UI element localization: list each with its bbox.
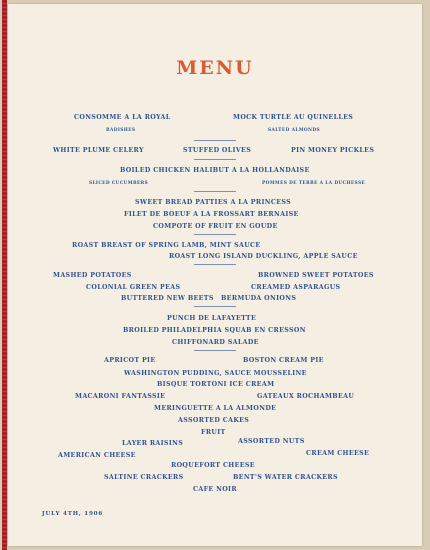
menu-item-radishes: RADISHES bbox=[106, 128, 136, 133]
menu-item-cakes: ASSORTED CAKES bbox=[178, 417, 250, 424]
menu-item-washington: WASHINGTON PUDDING, SAUCE MOUSSELINE bbox=[124, 370, 307, 377]
menu-item-sweetbread: SWEET BREAD PATTIES A LA PRINCESS bbox=[135, 199, 292, 206]
menu-item-mock-turtle: MOCK TURTLE AU QUINELLES bbox=[233, 114, 354, 121]
menu-date: JULY 4TH, 1906 bbox=[42, 511, 104, 517]
menu-item-peas: COLONIAL GREEN PEAS bbox=[86, 284, 181, 291]
menu-title: MENU bbox=[176, 57, 254, 79]
menu-item-beets: BUTTERED NEW BEETS bbox=[121, 295, 214, 302]
divider bbox=[194, 264, 236, 265]
menu-item-onions: BERMUDA ONIONS bbox=[221, 295, 297, 302]
menu-item-olives: STUFFED OLIVES bbox=[183, 147, 252, 154]
menu-item-pommes: POMMES DE TERRE A LA DUCHESSE bbox=[262, 181, 366, 186]
menu-item-american: AMERICAN CHEESE bbox=[58, 452, 136, 459]
menu-item-boston: BOSTON CREAM PIE bbox=[243, 357, 324, 364]
menu-item-salade: CHIFFONARD SALADE bbox=[172, 339, 259, 346]
menu-item-roquefort: ROQUEFORT CHEESE bbox=[171, 462, 255, 469]
divider bbox=[194, 306, 236, 307]
menu-item-duckling: ROAST LONG ISLAND DUCKLING, APPLE SAUCE bbox=[169, 253, 358, 260]
menu-item-halibut: BOILED CHICKEN HALIBUT A LA HOLLANDAISE bbox=[120, 167, 310, 174]
menu-item-punch: PUNCH DE LAFAYETTE bbox=[167, 315, 257, 322]
divider bbox=[194, 159, 236, 160]
menu-item-apricot: APRICOT PIE bbox=[104, 357, 156, 364]
menu-item-filet: FILET DE BOEUF A LA FROSSART BERNAISE bbox=[124, 211, 299, 218]
menu-item-macaroni: MACARONI FANTASSIE bbox=[75, 393, 166, 400]
menu-item-cafe: CAFE NOIR bbox=[193, 486, 237, 493]
divider bbox=[194, 191, 236, 192]
menu-item-meringuette: MERINGUETTE A LA ALMONDE bbox=[154, 405, 277, 412]
menu-item-nuts: ASSORTED NUTS bbox=[238, 438, 305, 445]
divider bbox=[194, 140, 236, 141]
divider bbox=[194, 350, 236, 351]
menu-item-squab: BROILED PHILADELPHIA SQUAB EN CRESSON bbox=[123, 327, 306, 334]
red-cord bbox=[2, 0, 7, 550]
menu-item-bisque: BISQUE TORTONI ICE CREAM bbox=[157, 381, 275, 388]
menu-item-mashed: MASHED POTATOES bbox=[53, 272, 132, 279]
divider bbox=[194, 234, 236, 235]
menu-item-pickles: PIN MONEY PICKLES bbox=[291, 147, 375, 154]
menu-item-cream-cheese: CREAM CHEESE bbox=[306, 450, 370, 457]
menu-item-bent: BENT'S WATER CRACKERS bbox=[233, 474, 338, 481]
menu-item-compote: COMPOTE OF FRUIT EN GOUDE bbox=[153, 223, 278, 230]
menu-item-fruit: FRUIT bbox=[201, 429, 226, 436]
menu-item-salted-almonds: SALTED ALMONDS bbox=[268, 128, 321, 133]
menu-item-cucumbers: SLICED CUCUMBERS bbox=[89, 181, 149, 186]
menu-item-browned: BROWNED SWEET POTATOES bbox=[258, 272, 374, 279]
menu-item-saltine: SALTINE CRACKERS bbox=[104, 474, 184, 481]
menu-item-gateaux: GATEAUX ROCHAMBEAU bbox=[257, 393, 355, 400]
menu-item-lamb: ROAST BREAST OF SPRING LAMB, MINT SAUCE bbox=[72, 242, 261, 249]
menu-item-celery: WHITE PLUME CELERY bbox=[53, 147, 144, 154]
menu-item-asparagus: CREAMED ASPARAGUS bbox=[251, 284, 341, 291]
menu-item-raisins: LAYER RAISINS bbox=[122, 440, 184, 447]
menu-item-consomme: CONSOMME A LA ROYAL bbox=[74, 114, 171, 121]
